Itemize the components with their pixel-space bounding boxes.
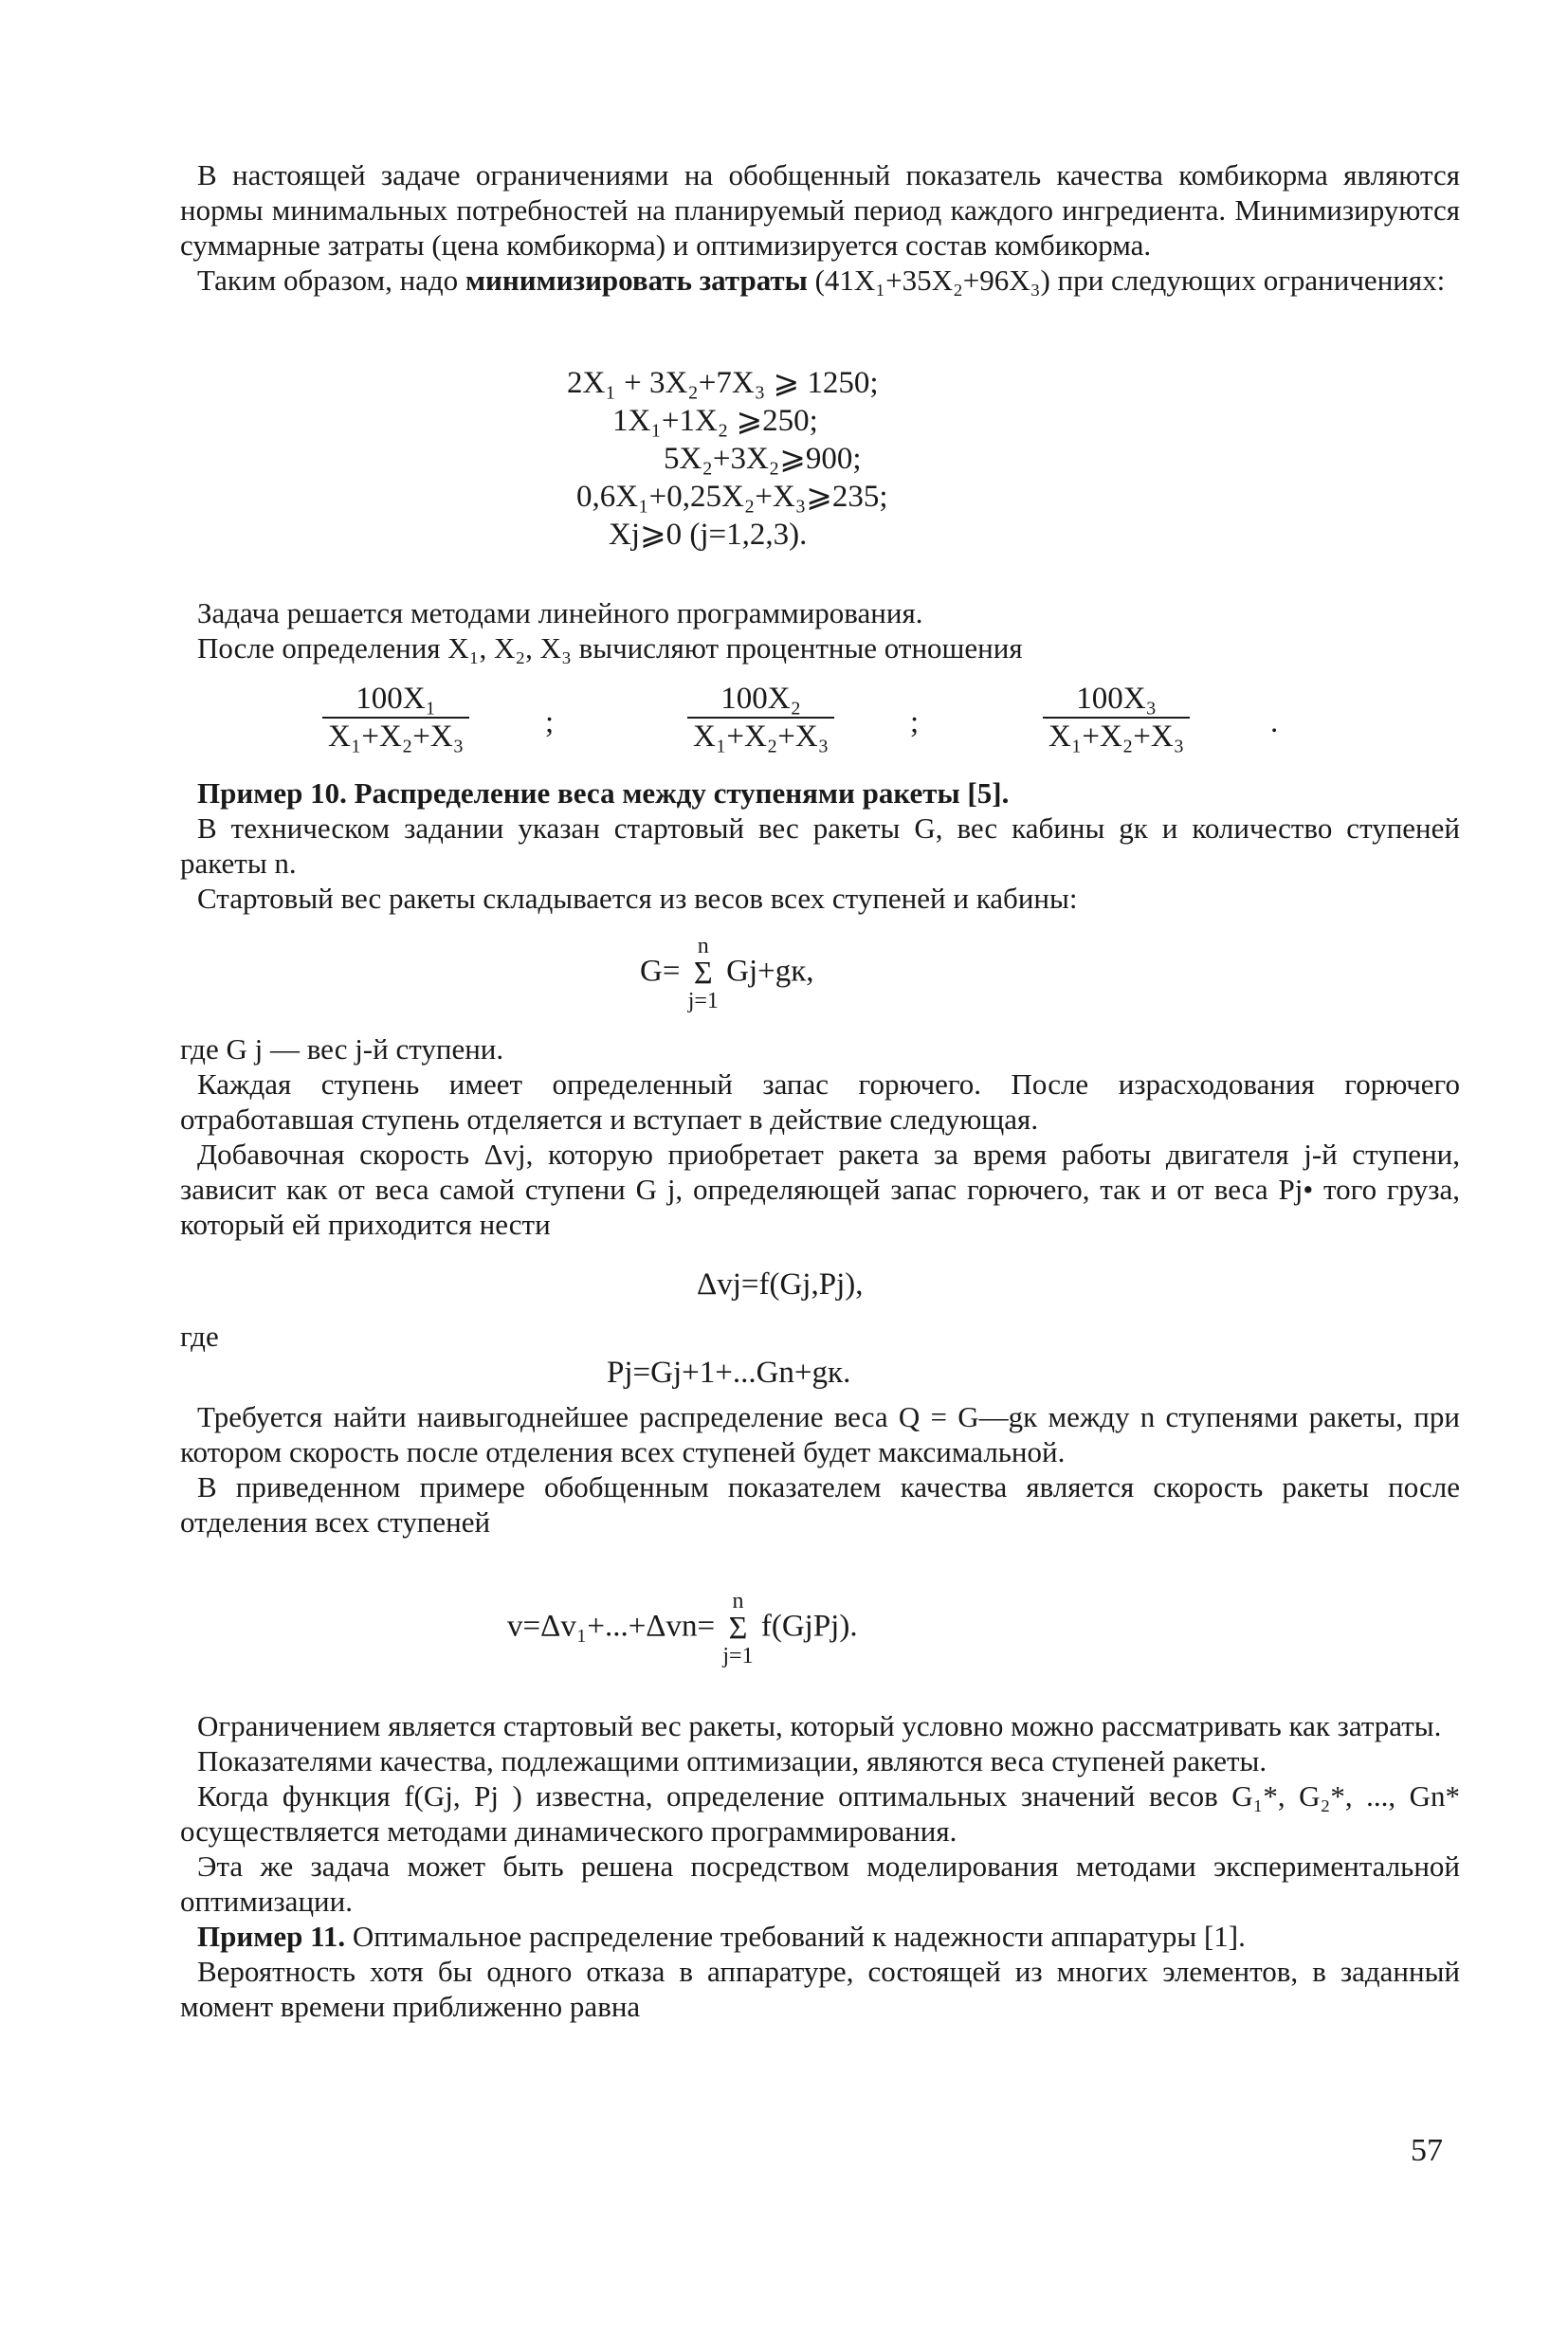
- constraint-2: 1X₁+1X₂ ⩾250;: [612, 404, 818, 438]
- text-column: [180, 595, 1460, 665]
- paragraph-feed-constraints: В настоящей задаче ограничениями на обобщенный показатель качества комбикорма являются нормы минимальных потребностей на планируемый период каждого ингредиента. Минимизируются суммарные затраты (цена комбикорма) и оптимизируется состав комбикорма.: [180, 158, 1460, 262]
- text-run: (41X₁+35X₂+96X₃) при следующих ограничениях:: [807, 264, 1446, 297]
- label-where: где: [180, 1320, 219, 1353]
- constraint-1: 2X₁ + 3X₂+7X₃ ⩾ 1250;: [567, 366, 879, 400]
- equation-delta-v: Δvj=f(Gj,Pj),: [697, 1267, 864, 1302]
- ratio-x3: [1043, 681, 1190, 755]
- bold-run: Пример 11.: [197, 1920, 346, 1953]
- fraction-denominator: X₁+X₂+X₃: [693, 720, 830, 754]
- text-column: [180, 1031, 1460, 1242]
- text-column: [180, 1708, 1460, 2024]
- text-column: [180, 1399, 1460, 1540]
- sum-upper: n: [732, 1589, 744, 1613]
- paragraph-dynamic-programming: Когда функция f(Gj, Pj ) известна, определение оптимальных значений весов G₁*, G₂*, ..., Gn* осуществляется методами динамического программирования.: [180, 1779, 1460, 1848]
- equation-pj: Pj=Gj+1+...Gn+gк.: [607, 1356, 851, 1390]
- equation-part: G=: [640, 954, 681, 989]
- page-number: 57: [1411, 2133, 1443, 2168]
- text-run: Таким образом, надо: [197, 264, 465, 297]
- separator: ;: [545, 705, 555, 739]
- sum-lower: j=1: [687, 989, 719, 1013]
- text-column: [180, 157, 1460, 298]
- paragraph-example-11: [180, 1919, 1460, 1954]
- fraction-denominator: X₁+X₂+X₃: [328, 720, 465, 754]
- paragraph-where-gj: где G j — вес j-й ступени.: [180, 1032, 504, 1066]
- equation-total-velocity: [507, 1589, 858, 1668]
- paragraph-fuel-supply: Каждая ступень имеет определенный запас горючего. После израсходования горючего отработавшая ступень отделяется и вступает в действие следующая.: [180, 1067, 1460, 1136]
- paragraph-minimize-costs: [180, 263, 1460, 298]
- equation-part: Gj+gк,: [726, 954, 814, 989]
- bold-run: минимизировать затраты: [465, 264, 808, 297]
- equation-start-weight: [640, 934, 814, 1013]
- paragraph-failure-probability: Вероятность хотя бы одного отказа в аппаратуре, состоящей из многих элементов, в заданный момент времени приближенно равна: [180, 1955, 1460, 2023]
- equation-part: f(GjPj).: [760, 1609, 858, 1644]
- sum-operator: [722, 1589, 753, 1668]
- paragraph-tech-task: В техническом задании указан стартовый вес ракеты G, вес кабины gк и количество ступеней ракеты n.: [180, 811, 1460, 880]
- paragraph-percent-ratios: После определения X₁, X₂, X₃ вычисляют процентные отношения: [197, 631, 1023, 665]
- fraction-numerator: 100X₃: [1043, 681, 1190, 719]
- separator: ;: [910, 705, 920, 739]
- separator: .: [1270, 705, 1279, 739]
- paragraph-lp-method: Задача решается методами линейного программирования.: [197, 596, 923, 629]
- sum-sigma: Σ: [693, 956, 713, 991]
- example-10-heading: Пример 10. Распределение веса между ступенями ракеты [5].: [197, 776, 1010, 810]
- sum-lower: j=1: [722, 1644, 754, 1668]
- paragraph-optimal-distribution: Требуется найти наивыгоднейшее распределение веса Q = G—gк между n ступенями ракеты, при котором скорость после отделения всех ступеней будет максимальной.: [180, 1400, 1460, 1468]
- sum-operator: [688, 934, 719, 1013]
- ratio-fractions: [322, 681, 1308, 766]
- ratio-x1: [322, 681, 469, 755]
- constraint-nonneg: Xj⩾0 (j=1,2,3).: [609, 518, 808, 552]
- paragraph-constraint-weight: Ограничением является стартовый вес ракеты, который условно можно рассматривать как затраты.: [197, 1709, 1442, 1742]
- constraint-4: 0,6X₁+0,25X₂+X₃⩾235;: [576, 480, 888, 514]
- paragraph-added-velocity: Добавочная скорость Δvj, которую приобретает ракета за время работы двигателя j-й ступени, зависит как от веса самой ступени G j, определяющей запас горючего, так и от веса Pj• того груза, который ей приходится нести: [180, 1138, 1460, 1241]
- fraction-numerator: 100X₂: [687, 681, 834, 719]
- fraction-denominator: X₁+X₂+X₃: [1048, 720, 1185, 754]
- constraint-3: 5X₂+3X₂⩾900;: [664, 442, 862, 476]
- text-column: [180, 775, 1460, 916]
- paragraph-quality-weights: Показателями качества, подлежащими оптимизации, являются веса ступеней ракеты.: [197, 1744, 1267, 1777]
- text-run: Оптимальное распределение требований к надежности аппаратуры [1].: [345, 1920, 1246, 1953]
- paragraph-experimental: Эта же задача может быть решена посредством моделирования методами экспериментальной оптимизации.: [180, 1850, 1460, 1918]
- paragraph-quality-velocity: В приведенном примере обобщенным показателем качества является скорость ракеты после отделения всех ступеней: [180, 1470, 1460, 1539]
- paragraph-start-weight: Стартовый вес ракеты складывается из весов всех ступеней и кабины:: [197, 882, 1078, 915]
- constraint-system: [567, 364, 1136, 554]
- equation-part: v=Δv₁+...+Δvn=: [507, 1609, 716, 1644]
- sum-sigma: Σ: [728, 1611, 748, 1646]
- sum-upper: n: [697, 934, 709, 958]
- ratio-x2: [687, 681, 834, 755]
- fraction-numerator: 100X₁: [322, 681, 469, 719]
